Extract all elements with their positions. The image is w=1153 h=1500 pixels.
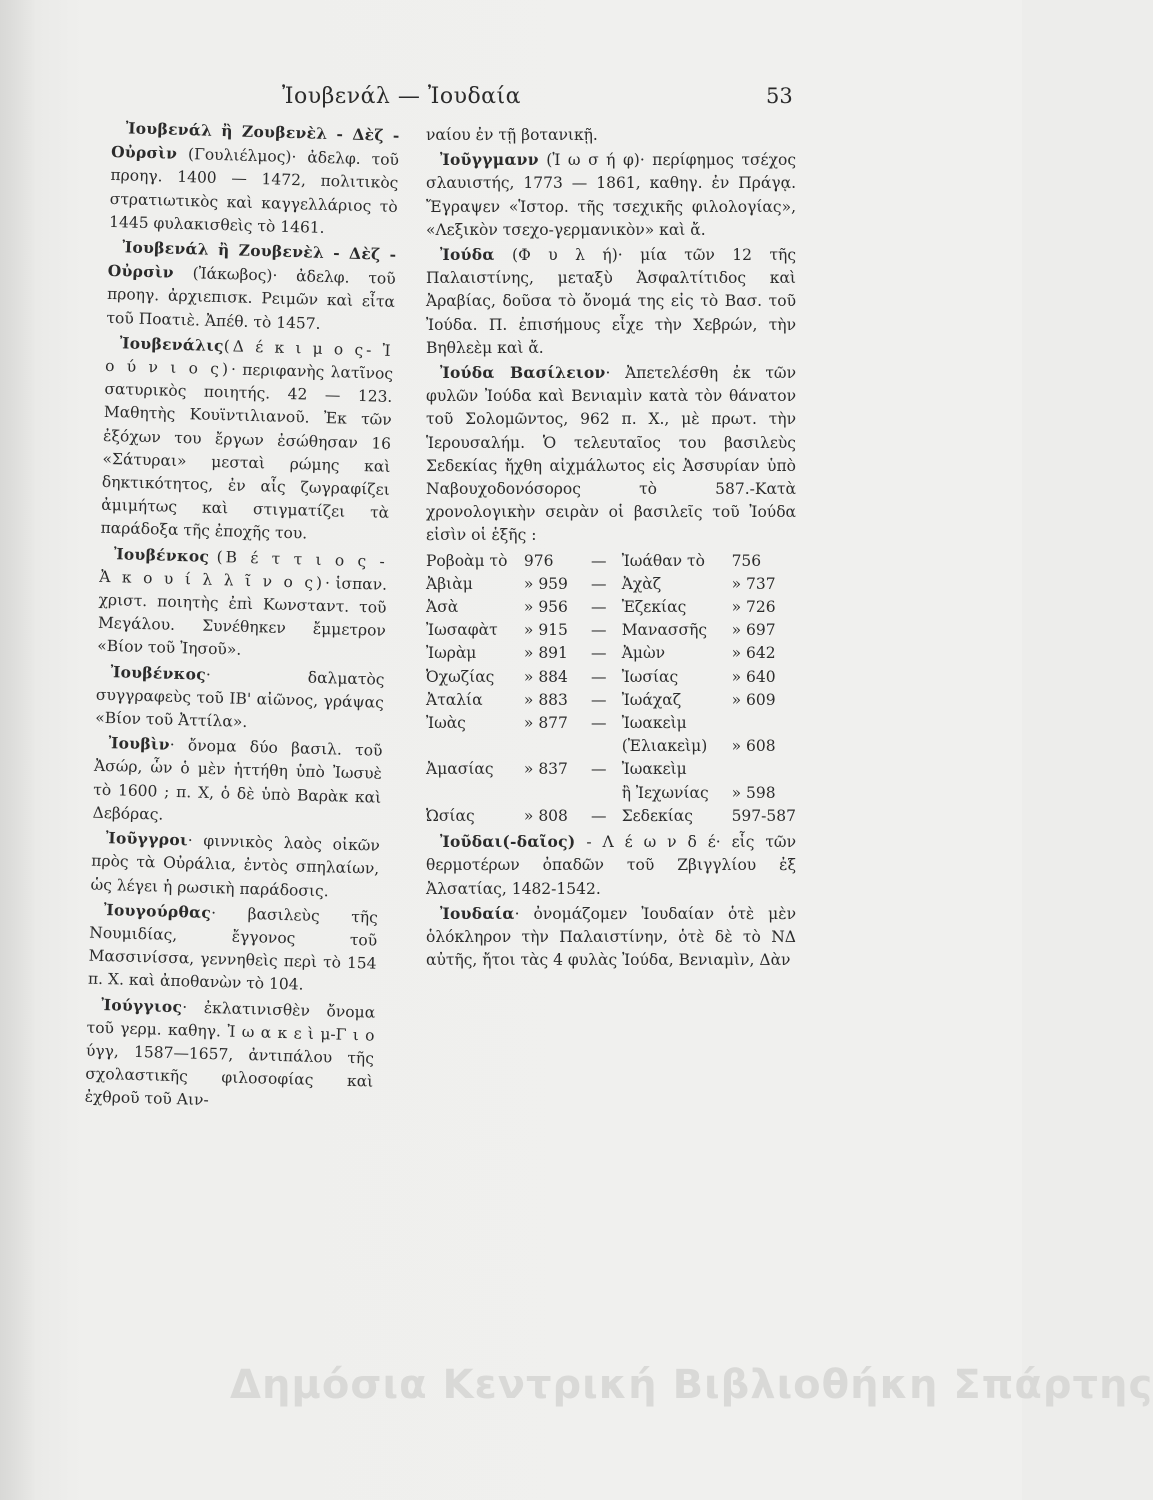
- kings-row: [426, 805, 796, 828]
- king-name: Ἀσὰ: [426, 598, 459, 617]
- entry-headword: Ἰοῦγγροι: [105, 828, 189, 850]
- entry-headword: Ἰουβενάλις: [119, 333, 225, 355]
- king-year: » 883: [523, 690, 568, 709]
- entry-headword: Ἰούδα Βασίλειον: [440, 363, 606, 383]
- entry-text: · βασιλεὺς τῆς Νουμιδίας, ἔγγονος τοῦ Μασσινίσσα, γεννηθεὶς περὶ τὸ 154 π. Χ. καὶ ἀποθανὼν τὸ 104.: [87, 903, 379, 994]
- kings-row: [426, 550, 796, 573]
- king-year: » 915: [523, 621, 568, 640]
- page-header: [0, 84, 1022, 114]
- dash-separator: —: [591, 644, 607, 663]
- king-year: » 959: [523, 574, 568, 593]
- entry-text: · ἱσπαν. χριστ. ποιητὴς ἐπὶ Κωνσταντ. τοῦ Μεγάλου. Συνέθηκεν ἔμμετρον «Βίον τοῦ Ἰησοῦ».: [97, 573, 388, 660]
- king-name: Ἰωσαφὰτ: [426, 621, 498, 640]
- dictionary-entry: [97, 541, 388, 666]
- kings-list: [426, 550, 796, 828]
- king-year: 756: [731, 551, 762, 570]
- dictionary-entry: [426, 243, 796, 360]
- running-title: Ἰουβενάλ — Ἰουδαία: [282, 84, 522, 109]
- entry-text: · φιννικὸς λαὸς οἰκῶν πρὸς τὰ Οὐράλια, ἐντὸς σπηλαίων, ὡς λέγει ἡ ρωσικὴ παράδοσις.: [90, 831, 381, 900]
- king-name: Ὀχωζίας: [426, 667, 495, 686]
- king-year: 597-587: [731, 806, 796, 825]
- dash-separator: —: [591, 574, 607, 593]
- king-year: » 884: [523, 667, 568, 686]
- king-name: Ἀταλία: [426, 690, 483, 709]
- dictionary-entry: [90, 826, 380, 905]
- entry-headword: Ἰουγούρθας: [103, 899, 212, 922]
- king-name: [426, 782, 524, 805]
- entry-text: · Ἀπετελέσθη ἐκ τῶν φυλῶν Ἰούδα καὶ Βενιαμὶν κατὰ τὸν θάνατον τοῦ Σολομῶντος, 962 π. Χ., μὲ πρωτ. τὴν Ἱερουσαλήμ. Ὁ τελευταῖος του βασιλεὺς Σεδεκίας ἤχθη αἰχμάλωτος εἰς Ἀσσυρίαν ὑπὸ Ναβουχοδονόσορος τὸ 587.-Κατὰ χρονολογικὴν σειρὰν οἱ βασιλεῖς τοῦ Ἰούδα εἰσὶν οἱ ἑξῆς :: [426, 364, 796, 545]
- page-number: 53: [766, 84, 793, 108]
- king-name: Ἰωακεὶμ: [621, 760, 687, 779]
- king-name: Ἀβιὰμ: [426, 574, 473, 593]
- dictionary-entry: [426, 902, 796, 973]
- king-year: » 697: [731, 621, 776, 640]
- king-name: Ἰωσίας: [621, 667, 679, 686]
- dash-separator: —: [591, 714, 607, 733]
- king-year: 976: [523, 551, 554, 570]
- king-year: [524, 782, 576, 805]
- entry-text: (Φ υ λ ή)· μία τῶν 12 τῆς Παλαιστίνης, μεταξὺ Ἀσφαλτίτιδος καὶ Ἀραβίας, δοῦσα τὸ ὄνομά της εἰς τὸ Βασ. τοῦ Ἰούδα. Π. ἐπισήμους εἶχε τὴν Χεβρών, τὴν Βηθλεὲμ καὶ ἄ.: [426, 246, 796, 357]
- king-name: Ἰωάθαν τὸ: [621, 551, 705, 570]
- library-watermark: Δημόσια Κεντρική Βιβλιοθήκη Σπάρτης: [230, 1362, 1153, 1408]
- dictionary-entry: [109, 116, 400, 242]
- dictionary-entry: [100, 331, 394, 549]
- dash-separator: —: [591, 551, 607, 570]
- king-year: » 837: [523, 760, 568, 779]
- king-year: » 956: [523, 598, 568, 617]
- entry-text: · ὀνομάζομεν Ἰουδαίαν ὁτὲ μὲν ὁλόκληρον τὴν Παλαιστίνην, ὁτὲ δὲ τὸ ΝΔ αὐτῆς, ἤτοι τὰς 4 φυλὰς Ἰούδα, Βενιαμὶν, Δὰν: [426, 904, 796, 970]
- entry-headword: Ἰούγγιος: [101, 994, 183, 1016]
- king-name: Σεδεκίας: [621, 806, 693, 825]
- king-year: » 609: [731, 690, 776, 709]
- entry-headword: Ἰοῦγγμανν: [440, 150, 539, 170]
- entry-spaced-name: (Δ έ κ ι μ ο ς- Ἰ ο ύ ν ι ο ς): [104, 336, 394, 379]
- king-name: Ἐζεκίας: [621, 598, 687, 617]
- dash-separator: —: [591, 621, 607, 640]
- dictionary-entry: [426, 361, 796, 548]
- entry-headword: Ἰοῦδαι(-δαῖος): [440, 832, 576, 852]
- entry-headword: Ἰουδαία: [440, 903, 515, 923]
- kings-row: [426, 619, 796, 642]
- king-year: » 737: [731, 574, 776, 593]
- entry-headword: Ἰούδα: [440, 245, 495, 265]
- king-name: Μανασσῆς: [621, 621, 708, 640]
- dictionary-entry: [88, 897, 379, 999]
- dictionary-entry: [84, 992, 375, 1117]
- king-year: » 891: [523, 644, 568, 663]
- dictionary-entry: [426, 148, 796, 242]
- king-name: ἢ Ἰεχωνίας: [621, 783, 709, 802]
- kings-row: [426, 735, 796, 758]
- dictionary-entry: [95, 659, 385, 738]
- entry-headword: Ἰουβενάλ ἢ Ζουβενὲλ - Δὲζ - Οὐρσὶν: [107, 237, 397, 282]
- entry-headword: Ἰουβένκος: [113, 543, 210, 566]
- kings-row: [426, 573, 796, 596]
- king-name: Ἰωὰς: [426, 714, 466, 733]
- king-year: [524, 735, 576, 758]
- kings-row: [426, 596, 796, 619]
- king-name: Ἰωακεὶμ: [621, 714, 687, 733]
- king-name: Ροβοὰμ τὸ: [426, 551, 508, 570]
- king-name: Ἀχὰζ: [621, 574, 662, 593]
- king-name: [426, 735, 524, 758]
- entry-headword: Ἰουβενάλ ἢ Ζουβενὲλ - Δὲζ - Οὐρσὶν: [110, 118, 400, 163]
- king-name: (Ἐλιακεὶμ): [621, 737, 708, 756]
- kings-row: [426, 782, 796, 805]
- entry-text: · ὄνομα δύο βασιλ. τοῦ Ἀσώρ, ὧν ὁ μὲν ἡττήθη ὑπὸ Ἰωσυὲ τὸ 1600 ; π. Χ, ὁ δὲ ὑπὸ Βαρὰκ καὶ Δεβόρας.: [92, 736, 383, 824]
- entry-text: (Ἰάκωβος)· ἀδελφ. τοῦ προηγ. ἀρχιεπισκ. Ρειμῶν καὶ εἶτα τοῦ Ποατιὲ. Ἀπέθ. τὸ 1457.: [106, 263, 396, 333]
- right-column: [426, 124, 796, 973]
- dash-separator: —: [591, 598, 607, 617]
- binding-shadow: [0, 0, 36, 1500]
- king-year: » 877: [523, 714, 568, 733]
- dash-separator: —: [591, 760, 607, 779]
- entry-text: - Λ έ ω ν δ έ· εἷς τῶν θερμοτέρων ὀπαδῶν τοῦ Ζβιγγλίου ἐξ Ἀλσατίας, 1482-1542.: [426, 833, 796, 898]
- king-name: Ἀμὼν: [621, 644, 666, 663]
- kings-row: [426, 666, 796, 689]
- left-column: [84, 116, 400, 1118]
- dash-separator: —: [591, 667, 607, 686]
- king-name: Ἰωάχαζ: [621, 690, 682, 709]
- king-year: » 808: [523, 806, 568, 825]
- king-name: Ἀμασίας: [426, 760, 494, 779]
- king-year: [732, 712, 796, 735]
- dictionary-entry: [92, 731, 383, 833]
- king-year: » 642: [731, 644, 776, 663]
- entry-text: · ἐκλατινισθὲν ὄνομα τοῦ γερμ. καθηγ. Ἰ ω α κ ε ὶ μ-Γ ι ο ύγγ, 1587—1657, ἀντιπάλου τῆς σχολαστικῆς φιλοσοφίας καὶ ἐχθροῦ τοῦ Αιν-: [84, 997, 376, 1110]
- king-name: Ὠσίας: [426, 806, 475, 825]
- king-name: Ἰωρὰμ: [426, 644, 477, 663]
- entry-continuation: ναίου ἐν τῇ βοτανικῇ.: [426, 126, 598, 144]
- dash-separator: —: [591, 690, 607, 709]
- entry-text: (Ἰ ω σ ή φ)· περίφημος τσέχος σλαυιστής, 1773 — 1861, καθηγ. ἐν Πράγᾳ. Ἔγραψεν «Ἱστορ. τῆς τσεχικῆς φιλολογίας», «Λεξικὸν τσεχο-γερμανικὸν» καὶ ἄ.: [426, 151, 796, 239]
- kings-row: [426, 758, 796, 781]
- king-year: » 726: [731, 598, 776, 617]
- entry-text: · περιφανὴς λατῖνος σατυρικὸς ποιητής. 42 — 123. Μαθητὴς Κουϊντιλιανοῦ. Ἐκ τῶν ἐξόχων του ἔργων ἐσώθησαν 16 «Σάτυραι» μεσταὶ ρώμης καὶ δηκτικότητος, ἐν αἷς ζωγραφίζει ἀμιμήτως καὶ στιγματίζει τὰ παράδοξα τῆς ἐποχῆς του.: [100, 360, 394, 544]
- entry-headword: Ἰουβένκος: [110, 661, 207, 684]
- king-year: [732, 758, 796, 781]
- kings-row: [426, 642, 796, 665]
- entry-headword: Ἰουβὶν: [108, 733, 171, 755]
- entry-text: · δαλματὸς συγγραφεὺς τοῦ ΙΒ' αἰῶνος, γράψας «Βίον τοῦ Ἀττίλα».: [95, 665, 385, 732]
- dash-separator: [576, 735, 622, 758]
- king-year: » 608: [731, 737, 776, 756]
- dictionary-entry: [106, 235, 397, 338]
- kings-row: [426, 689, 796, 712]
- kings-row: [426, 712, 796, 735]
- dictionary-entry: [426, 830, 796, 901]
- dash-separator: [576, 782, 622, 805]
- entry-text: (Γουλιέλμος)· ἀδελφ. τοῦ προηγ. 1400 — 1472, πολιτικὸς στρατιωτικὸς καὶ καγγελλάριος τὸ 1445 φυλακισθεὶς τὸ 1461.: [108, 144, 400, 237]
- entry-spaced-name: (Β έ τ τ ι ο ς - Ἀ κ ο υ ί λ λ ῖ ν ο ς): [98, 547, 389, 592]
- king-year: » 598: [731, 783, 776, 802]
- dash-separator: —: [591, 806, 607, 825]
- king-year: » 640: [731, 667, 776, 686]
